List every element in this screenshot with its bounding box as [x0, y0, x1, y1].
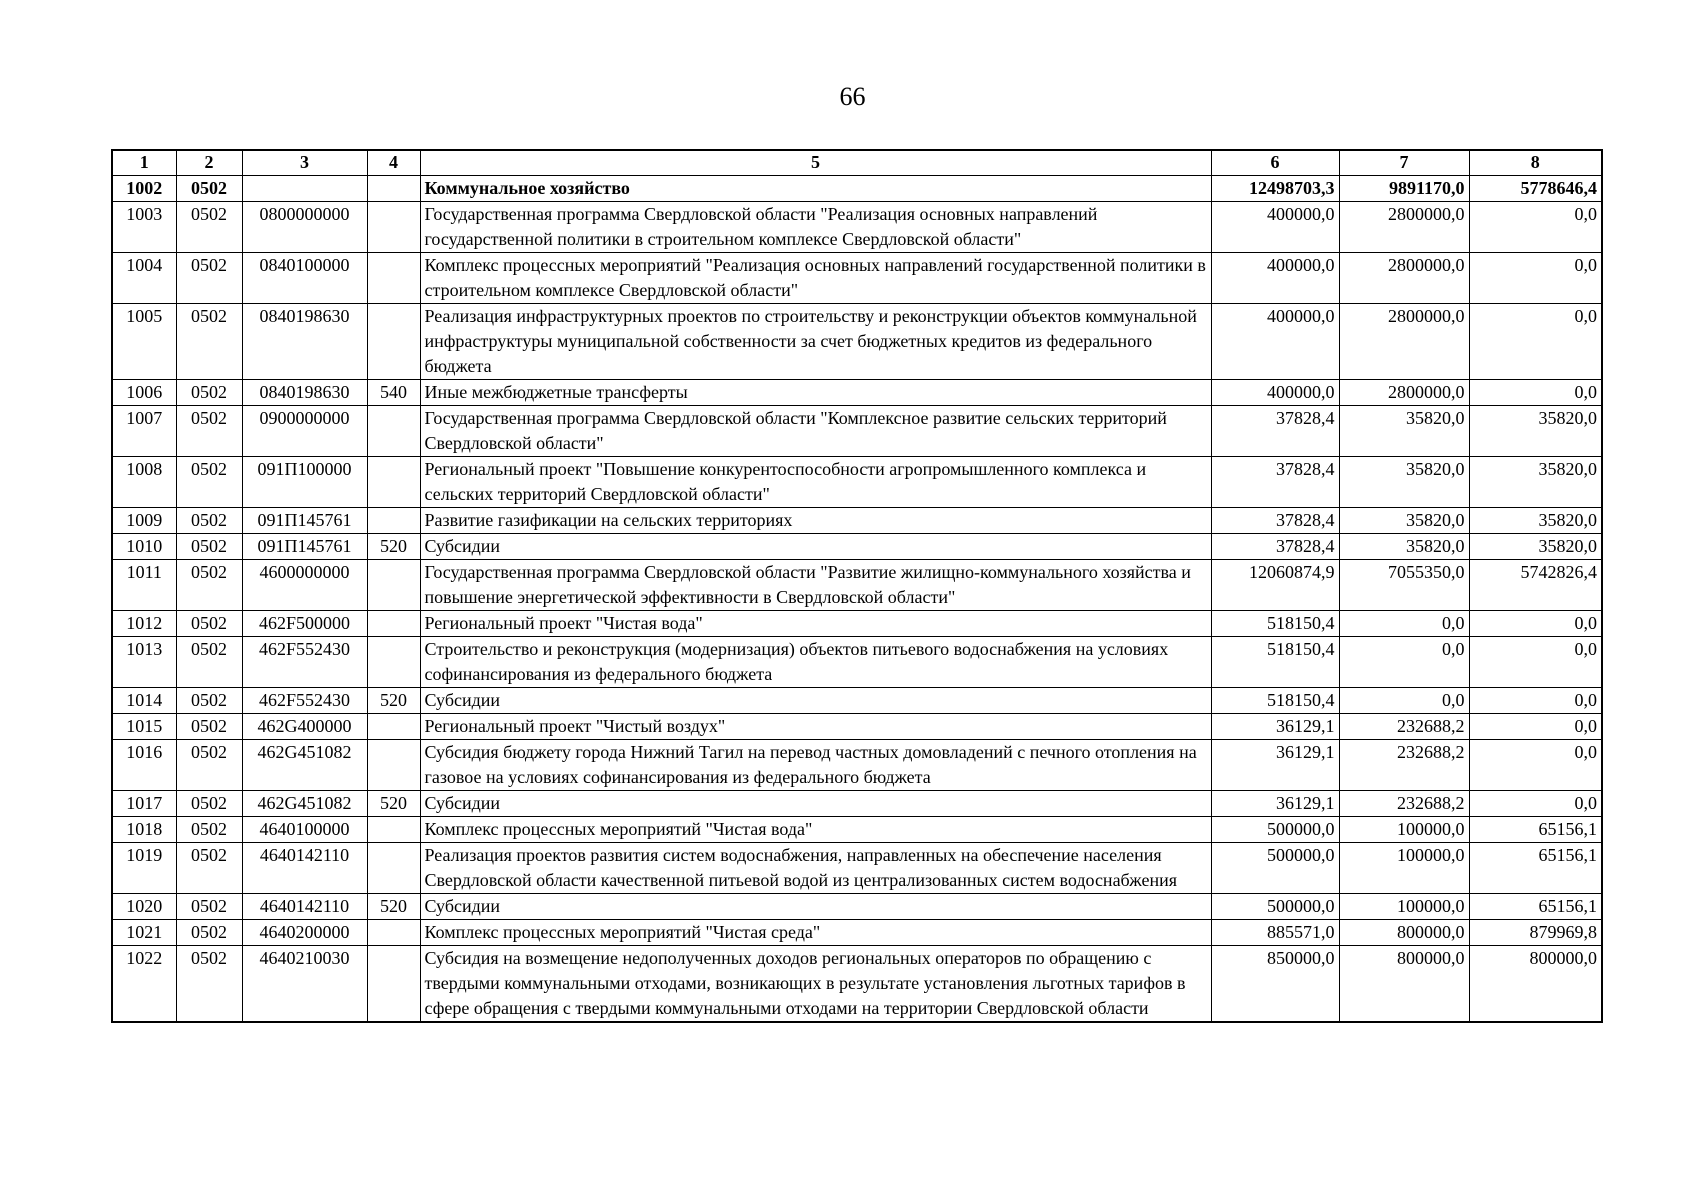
row-number-cell: 1002 [112, 176, 176, 202]
row-number-cell: 1005 [112, 304, 176, 380]
item-name-cell: Государственная программа Свердловской области "Развитие жилищно-коммунального хозяйства и повышение энергетической эффективности в Свердловской области" [420, 560, 1211, 611]
section-code-cell: 0502 [176, 202, 242, 253]
item-name-cell: Строительство и реконструкция (модернизация) объектов питьевого водоснабжения на условиях софинансирования из федерального бюджета [420, 637, 1211, 688]
amount-col8-cell: 35820,0 [1469, 406, 1602, 457]
expense-type-cell: 540 [367, 380, 420, 406]
expense-type-cell [367, 843, 420, 894]
table-row [112, 740, 1602, 791]
amount-col7-cell: 2800000,0 [1339, 253, 1469, 304]
amount-col7-cell: 2800000,0 [1339, 304, 1469, 380]
amount-col6-cell: 36129,1 [1211, 791, 1339, 817]
target-article-cell: 462G451082 [242, 740, 367, 791]
amount-col8-cell: 0,0 [1469, 791, 1602, 817]
section-code-cell: 0502 [176, 457, 242, 508]
column-header: 5 [420, 150, 1211, 176]
column-header: 8 [1469, 150, 1602, 176]
column-header: 1 [112, 150, 176, 176]
expense-type-cell [367, 740, 420, 791]
item-name-cell: Комплекс процессных мероприятий "Реализация основных направлений государственной политики в строительном комплексе Свердловской области" [420, 253, 1211, 304]
section-code-cell: 0502 [176, 380, 242, 406]
amount-col6-cell: 518150,4 [1211, 688, 1339, 714]
amount-col8-cell: 0,0 [1469, 253, 1602, 304]
amount-col6-cell: 400000,0 [1211, 202, 1339, 253]
amount-col8-cell: 0,0 [1469, 202, 1602, 253]
target-article-cell: 4640100000 [242, 817, 367, 843]
table-row [112, 560, 1602, 611]
amount-col8-cell: 0,0 [1469, 714, 1602, 740]
amount-col7-cell: 2800000,0 [1339, 380, 1469, 406]
item-name-cell: Субсидии [420, 894, 1211, 920]
section-code-cell: 0502 [176, 946, 242, 1023]
amount-col7-cell: 232688,2 [1339, 740, 1469, 791]
amount-col7-cell: 9891170,0 [1339, 176, 1469, 202]
amount-col8-cell: 0,0 [1469, 380, 1602, 406]
expense-type-cell [367, 637, 420, 688]
section-code-cell: 0502 [176, 560, 242, 611]
target-article-cell: 4640210030 [242, 946, 367, 1023]
row-number-cell: 1010 [112, 534, 176, 560]
item-name-cell: Региональный проект "Повышение конкурентоспособности агропромышленного комплекса и сельских территорий Свердловской области" [420, 457, 1211, 508]
target-article-cell: 0900000000 [242, 406, 367, 457]
amount-col7-cell: 0,0 [1339, 611, 1469, 637]
amount-col7-cell: 232688,2 [1339, 791, 1469, 817]
page-number: 66 [839, 82, 866, 111]
column-header-row [112, 150, 1602, 176]
amount-col7-cell: 232688,2 [1339, 714, 1469, 740]
expense-type-cell: 520 [367, 791, 420, 817]
section-code-cell: 0502 [176, 176, 242, 202]
table-row [112, 457, 1602, 508]
table-row [112, 920, 1602, 946]
table-row [112, 304, 1602, 380]
amount-col7-cell: 100000,0 [1339, 843, 1469, 894]
column-header: 6 [1211, 150, 1339, 176]
table-row [112, 817, 1602, 843]
section-code-cell: 0502 [176, 304, 242, 380]
expense-type-cell [367, 714, 420, 740]
target-article-cell: 462F552430 [242, 637, 367, 688]
column-header: 2 [176, 150, 242, 176]
table-row [112, 406, 1602, 457]
row-number-cell: 1011 [112, 560, 176, 611]
row-number-cell: 1009 [112, 508, 176, 534]
section-code-cell: 0502 [176, 688, 242, 714]
section-code-cell: 0502 [176, 637, 242, 688]
target-article-cell: 0800000000 [242, 202, 367, 253]
amount-col6-cell: 885571,0 [1211, 920, 1339, 946]
target-article-cell: 091П100000 [242, 457, 367, 508]
amount-col7-cell: 800000,0 [1339, 920, 1469, 946]
expense-type-cell [367, 176, 420, 202]
amount-col6-cell: 37828,4 [1211, 508, 1339, 534]
amount-col8-cell: 35820,0 [1469, 534, 1602, 560]
row-number-cell: 1016 [112, 740, 176, 791]
column-header: 7 [1339, 150, 1469, 176]
expense-type-cell [367, 202, 420, 253]
amount-col8-cell: 5778646,4 [1469, 176, 1602, 202]
table-row [112, 202, 1602, 253]
amount-col8-cell: 35820,0 [1469, 508, 1602, 534]
amount-col7-cell: 800000,0 [1339, 946, 1469, 1023]
section-code-cell: 0502 [176, 817, 242, 843]
target-article-cell: 4600000000 [242, 560, 367, 611]
expense-type-cell [367, 406, 420, 457]
row-number-cell: 1003 [112, 202, 176, 253]
target-article-cell: 0840198630 [242, 380, 367, 406]
amount-col6-cell: 37828,4 [1211, 406, 1339, 457]
row-number-cell: 1021 [112, 920, 176, 946]
row-number-cell: 1007 [112, 406, 176, 457]
amount-col7-cell: 0,0 [1339, 637, 1469, 688]
item-name-cell: Субсидия на возмещение недополученных доходов региональных операторов по обращению с твердыми коммунальными отходами, возникающих в результате установления льготных тарифов в сфере обращения с твердыми коммунальными отходами на территории Свердловской области [420, 946, 1211, 1023]
amount-col6-cell: 12498703,3 [1211, 176, 1339, 202]
row-number-cell: 1018 [112, 817, 176, 843]
row-number-cell: 1019 [112, 843, 176, 894]
row-number-cell: 1022 [112, 946, 176, 1023]
row-number-cell: 1015 [112, 714, 176, 740]
budget-table [111, 149, 1603, 1023]
target-article-cell: 0840198630 [242, 304, 367, 380]
amount-col8-cell: 0,0 [1469, 637, 1602, 688]
expense-type-cell: 520 [367, 534, 420, 560]
target-article-cell: 091П145761 [242, 508, 367, 534]
expense-type-cell [367, 457, 420, 508]
section-code-cell: 0502 [176, 714, 242, 740]
section-code-cell: 0502 [176, 791, 242, 817]
amount-col7-cell: 35820,0 [1339, 508, 1469, 534]
expense-type-cell: 520 [367, 894, 420, 920]
amount-col8-cell: 35820,0 [1469, 457, 1602, 508]
target-article-cell: 091П145761 [242, 534, 367, 560]
amount-col7-cell: 2800000,0 [1339, 202, 1469, 253]
amount-col8-cell: 879969,8 [1469, 920, 1602, 946]
item-name-cell: Субсидии [420, 534, 1211, 560]
column-header: 3 [242, 150, 367, 176]
amount-col8-cell: 65156,1 [1469, 817, 1602, 843]
amount-col6-cell: 518150,4 [1211, 611, 1339, 637]
item-name-cell: Иные межбюджетные трансферты [420, 380, 1211, 406]
table-row [112, 508, 1602, 534]
expense-type-cell [367, 560, 420, 611]
item-name-cell: Государственная программа Свердловской области "Комплексное развитие сельских территорий Свердловской области" [420, 406, 1211, 457]
column-header: 4 [367, 150, 420, 176]
section-code-cell: 0502 [176, 508, 242, 534]
target-article-cell: 0840100000 [242, 253, 367, 304]
item-name-cell: Государственная программа Свердловской области "Реализация основных направлений государственной политики в строительном комплексе Свердловской области" [420, 202, 1211, 253]
expense-type-cell [367, 253, 420, 304]
expense-type-cell [367, 304, 420, 380]
expense-type-cell [367, 817, 420, 843]
amount-col6-cell: 400000,0 [1211, 253, 1339, 304]
item-name-cell: Комплекс процессных мероприятий "Чистая вода" [420, 817, 1211, 843]
section-code-cell: 0502 [176, 534, 242, 560]
table-body [112, 176, 1602, 1023]
amount-col7-cell: 35820,0 [1339, 534, 1469, 560]
amount-col6-cell: 500000,0 [1211, 894, 1339, 920]
expense-type-cell [367, 611, 420, 637]
table-row [112, 380, 1602, 406]
amount-col6-cell: 400000,0 [1211, 304, 1339, 380]
item-name-cell: Региональный проект "Чистый воздух" [420, 714, 1211, 740]
table-row [112, 534, 1602, 560]
row-number-cell: 1013 [112, 637, 176, 688]
amount-col7-cell: 100000,0 [1339, 817, 1469, 843]
amount-col8-cell: 800000,0 [1469, 946, 1602, 1023]
row-number-cell: 1012 [112, 611, 176, 637]
amount-col8-cell: 0,0 [1469, 304, 1602, 380]
table-row [112, 894, 1602, 920]
amount-col7-cell: 100000,0 [1339, 894, 1469, 920]
table-row [112, 637, 1602, 688]
expense-type-cell [367, 946, 420, 1023]
item-name-cell: Субсидии [420, 791, 1211, 817]
row-number-cell: 1020 [112, 894, 176, 920]
amount-col6-cell: 500000,0 [1211, 817, 1339, 843]
target-article-cell: 4640142110 [242, 843, 367, 894]
table-row [112, 176, 1602, 202]
row-number-cell: 1014 [112, 688, 176, 714]
amount-col6-cell: 850000,0 [1211, 946, 1339, 1023]
target-article-cell: 4640200000 [242, 920, 367, 946]
amount-col6-cell: 36129,1 [1211, 740, 1339, 791]
section-code-cell: 0502 [176, 611, 242, 637]
target-article-cell: 462F500000 [242, 611, 367, 637]
amount-col6-cell: 12060874,9 [1211, 560, 1339, 611]
target-article-cell: 462F552430 [242, 688, 367, 714]
row-number-cell: 1008 [112, 457, 176, 508]
item-name-cell: Развитие газификации на сельских территориях [420, 508, 1211, 534]
table-row [112, 688, 1602, 714]
amount-col6-cell: 500000,0 [1211, 843, 1339, 894]
expense-type-cell: 520 [367, 688, 420, 714]
target-article-cell [242, 176, 367, 202]
target-article-cell: 462G451082 [242, 791, 367, 817]
item-name-cell: Комплекс процессных мероприятий "Чистая среда" [420, 920, 1211, 946]
amount-col6-cell: 36129,1 [1211, 714, 1339, 740]
target-article-cell: 4640142110 [242, 894, 367, 920]
table-row [112, 611, 1602, 637]
expense-type-cell [367, 508, 420, 534]
amount-col7-cell: 0,0 [1339, 688, 1469, 714]
table-row [112, 253, 1602, 304]
section-code-cell: 0502 [176, 253, 242, 304]
item-name-cell: Субсидия бюджету города Нижний Тагил на перевод частных домовладений с печного отопления на газовое на условиях софинансирования из федерального бюджета [420, 740, 1211, 791]
amount-col8-cell: 5742826,4 [1469, 560, 1602, 611]
expense-type-cell [367, 920, 420, 946]
table-row [112, 946, 1602, 1023]
item-name-cell: Реализация проектов развития систем водоснабжения, направленных на обеспечение населения Свердловской области качественной питьевой водой из централизованных систем водоснабжения [420, 843, 1211, 894]
amount-col8-cell: 0,0 [1469, 740, 1602, 791]
amount-col7-cell: 35820,0 [1339, 406, 1469, 457]
amount-col7-cell: 35820,0 [1339, 457, 1469, 508]
section-code-cell: 0502 [176, 894, 242, 920]
amount-col8-cell: 65156,1 [1469, 894, 1602, 920]
amount-col6-cell: 400000,0 [1211, 380, 1339, 406]
target-article-cell: 462G400000 [242, 714, 367, 740]
amount-col6-cell: 37828,4 [1211, 457, 1339, 508]
section-code-cell: 0502 [176, 740, 242, 791]
amount-col8-cell: 0,0 [1469, 688, 1602, 714]
item-name-cell: Субсидии [420, 688, 1211, 714]
table-row [112, 843, 1602, 894]
item-name-cell: Региональный проект "Чистая вода" [420, 611, 1211, 637]
amount-col6-cell: 37828,4 [1211, 534, 1339, 560]
item-name-cell: Коммунальное хозяйство [420, 176, 1211, 202]
section-code-cell: 0502 [176, 406, 242, 457]
amount-col7-cell: 7055350,0 [1339, 560, 1469, 611]
section-code-cell: 0502 [176, 843, 242, 894]
row-number-cell: 1006 [112, 380, 176, 406]
table-row [112, 714, 1602, 740]
row-number-cell: 1004 [112, 253, 176, 304]
item-name-cell: Реализация инфраструктурных проектов по строительству и реконструкции объектов коммунальной инфраструктуры муниципальной собственности за счет бюджетных кредитов из федерального бюджета [420, 304, 1211, 380]
amount-col8-cell: 0,0 [1469, 611, 1602, 637]
row-number-cell: 1017 [112, 791, 176, 817]
amount-col6-cell: 518150,4 [1211, 637, 1339, 688]
table-row [112, 791, 1602, 817]
section-code-cell: 0502 [176, 920, 242, 946]
amount-col8-cell: 65156,1 [1469, 843, 1602, 894]
